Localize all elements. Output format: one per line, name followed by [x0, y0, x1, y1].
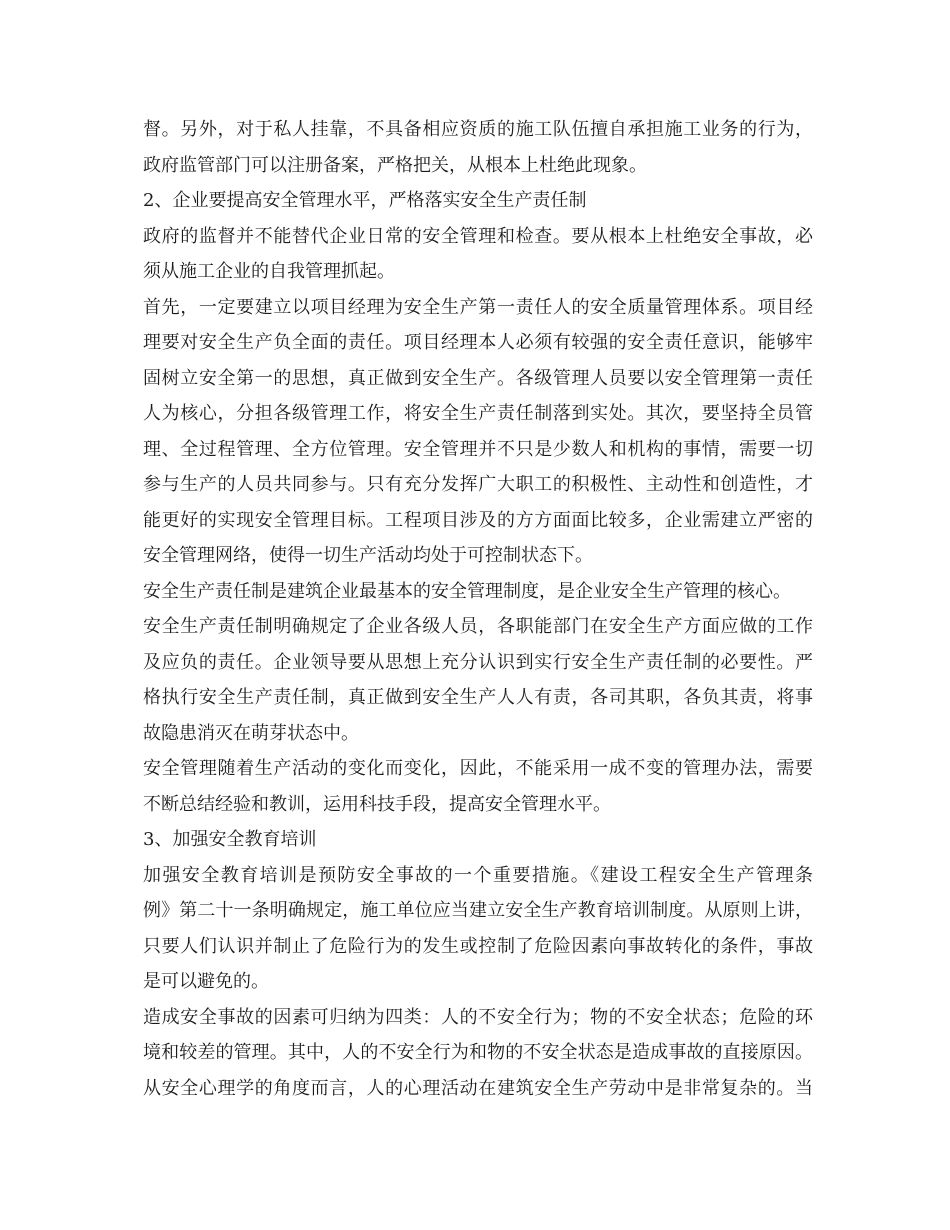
text-line: 例》第二十一条明确规定，施工单位应当建立安全生产教育培训制度。从原则上讲，: [143, 900, 813, 921]
text-line: 加强安全教育培训是预防安全事故的一个重要措施。《建设工程安全生产管理条: [143, 864, 813, 886]
text-line: 故隐患消灭在萌芽状态中。: [143, 722, 359, 744]
text-line: 能更好的实现安全管理目标。工程项目涉及的方方面面比较多，企业需建立严密的: [143, 509, 813, 531]
text-line: 须从施工企业的自我管理抓起。: [143, 261, 395, 282]
section-heading: 2、企业要提高安全管理水平，严格落实安全生产责任制: [143, 190, 587, 211]
text-line: 安全管理随着生产活动的变化而变化，因此，不能采用一成不变的管理办法，需要: [143, 758, 813, 779]
text-line: 安全管理网络，使得一切生产活动均处于可控制状态下。: [143, 545, 593, 566]
text-line: 格执行安全生产责任制，真正做到安全生产人人有责，各司其职，各负其责，将事: [143, 687, 813, 708]
text-line: 不断总结经验和教训，运用科技手段，提高安全管理水平。: [143, 793, 611, 815]
text-line: 只要人们认识并制止了危险行为的发生或控制了危险因素向事故转化的条件，事故: [143, 935, 813, 957]
document-body: [143, 112, 813, 1106]
text-line: 境和较差的管理。其中，人的不安全行为和物的不安全状态是造成事故的直接原因。: [143, 1042, 813, 1063]
text-line: 政府监管部门可以注册备案，严格把关，从根本上杜绝此现象。: [143, 154, 647, 176]
text-line: 是可以避免的。: [143, 971, 269, 992]
text-line: 人为核心，分担各级管理工作，将安全生产责任制落到实处。其次，要坚持全员管: [143, 403, 813, 424]
text-line: 理、全过程管理、全方位管理。安全管理并不只是少数人和机构的事情，需要一切: [143, 438, 813, 460]
section-heading: 3、加强安全教育培训: [143, 829, 317, 850]
text-line: 安全生产责任制是建筑企业最基本的安全管理制度，是企业安全生产管理的核心。: [143, 580, 791, 602]
text-line: 政府的监督并不能替代企业日常的安全管理和检查。要从根本上杜绝安全事故，必: [143, 225, 813, 247]
text-line: 及应负的责任。企业领导要从思想上充分认识到实行安全生产责任制的必要性。严: [143, 651, 813, 673]
text-line: 造成安全事故的因素可归纳为四类：人的不安全行为；物的不安全状态；危险的环: [143, 1006, 813, 1028]
text-line: 参与生产的人员共同参与。只有充分发挥广大职工的积极性、主动性和创造性，才: [143, 474, 813, 495]
text-line: 固树立安全第一的思想，真正做到安全生产。各级管理人员要以安全管理第一责任: [143, 367, 813, 389]
text-line: 首先，一定要建立以项目经理为安全生产第一责任人的安全质量管理体系。项目经: [143, 296, 813, 318]
text-line: 从安全心理学的角度而言，人的心理活动在建筑安全生产劳动中是非常复杂的。当: [143, 1077, 813, 1099]
text-line: 理要对安全生产负全面的责任。项目经理本人必须有较强的安全责任意识，能够牢: [143, 332, 813, 353]
text-line: 安全生产责任制明确规定了企业各级人员，各职能部门在安全生产方面应做的工作: [143, 616, 813, 637]
text-line: 督。另外，对于私人挂靠，不具备相应资质的施工队伍擅自承担施工业务的行为，: [143, 119, 813, 140]
